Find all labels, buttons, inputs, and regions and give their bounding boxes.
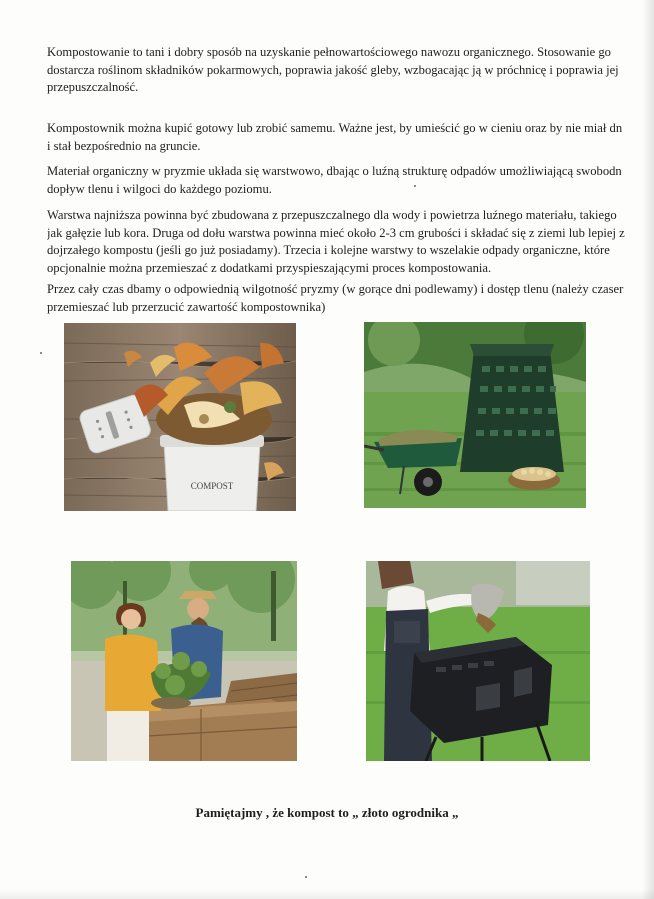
photo-garden-compost-bin <box>364 322 586 508</box>
paragraph-1-line-1: Kompostowanie to tani i dobry sposób na uzyskanie pełnowartościowego nawozu organicznego. Stosowanie go <box>47 45 611 59</box>
paragraph-3-line-2: dopływ tlenu i wilgoci do każdego poziomu. <box>47 181 272 196</box>
photo-tumbler-composter <box>366 561 590 761</box>
paragraph-5-line-1: Przez cały czas dbamy o odpowiednią wilgotność pryzmy (w gorące dni podlewamy) i dostęp tlenu (należy czaser <box>47 282 624 296</box>
paragraph-2-line-1: Kompostownik można kupić gotowy lub zrobić samemu. Ważne jest, by umieścić go w cieniu oraz by nie miał dn <box>47 121 623 135</box>
paragraph-4-line-3: dojrzałego kompostu (jeśli go już posiadamy). Trzecia i kolejne warstwy to wszelakie odpady organiczne, które <box>47 243 610 257</box>
paragraph-4-line-4: opcjonalnie można przemieszać z dodatkami przyspieszającymi proces kompostowania. <box>47 260 492 275</box>
scan-edge-shadow <box>642 0 654 899</box>
paragraph-5 <box>47 281 647 316</box>
paragraph-4 <box>47 207 647 277</box>
scan-speck <box>414 185 416 187</box>
scan-speck <box>40 352 42 354</box>
photo-couple-gardening <box>71 561 297 761</box>
paragraph-1-line-2: dostarcza roślinom składników pokarmowych, poprawia jakość gleby, wzbogacając ją w próchnicę i poprawia jej <box>47 62 619 77</box>
paragraph-4-line-1: Warstwa najniższa powinna być zbudowana z przepuszczalnego dla wody i powietrza luźnego materiału, takiego <box>47 208 617 222</box>
paragraph-2 <box>47 120 647 155</box>
paragraph-5-line-2: przemieszać lub przerzucić zawartość kompostownika) <box>47 299 326 314</box>
closing-quote: Pamiętajmy , że kompost to „ złoto ogrodnika „ <box>195 805 459 820</box>
photo-kitchen-compost-bin <box>64 323 296 511</box>
paragraph-3-line-1: Materiał organiczny w pryzmie układa się warstwowo, dbając o luźną strukturę odpadów umożliwiającą swobodn <box>47 164 622 178</box>
paragraph-1 <box>47 44 647 97</box>
scan-bottom-shadow <box>0 889 654 899</box>
paragraph-3 <box>47 163 647 198</box>
scan-speck <box>305 876 307 878</box>
paragraph-4-line-2: jak gałęzie lub kora. Druga od dołu warstwa powinna mieć około 2-3 cm grubości i składać się z ziemi lub lepiej z <box>47 225 625 240</box>
paragraph-2-line-2: i stał bezpośrednio na gruncie. <box>47 138 201 153</box>
compost-bin-label: COMPOST <box>190 481 234 491</box>
paragraph-1-line-3: przepuszczalność. <box>47 80 139 94</box>
